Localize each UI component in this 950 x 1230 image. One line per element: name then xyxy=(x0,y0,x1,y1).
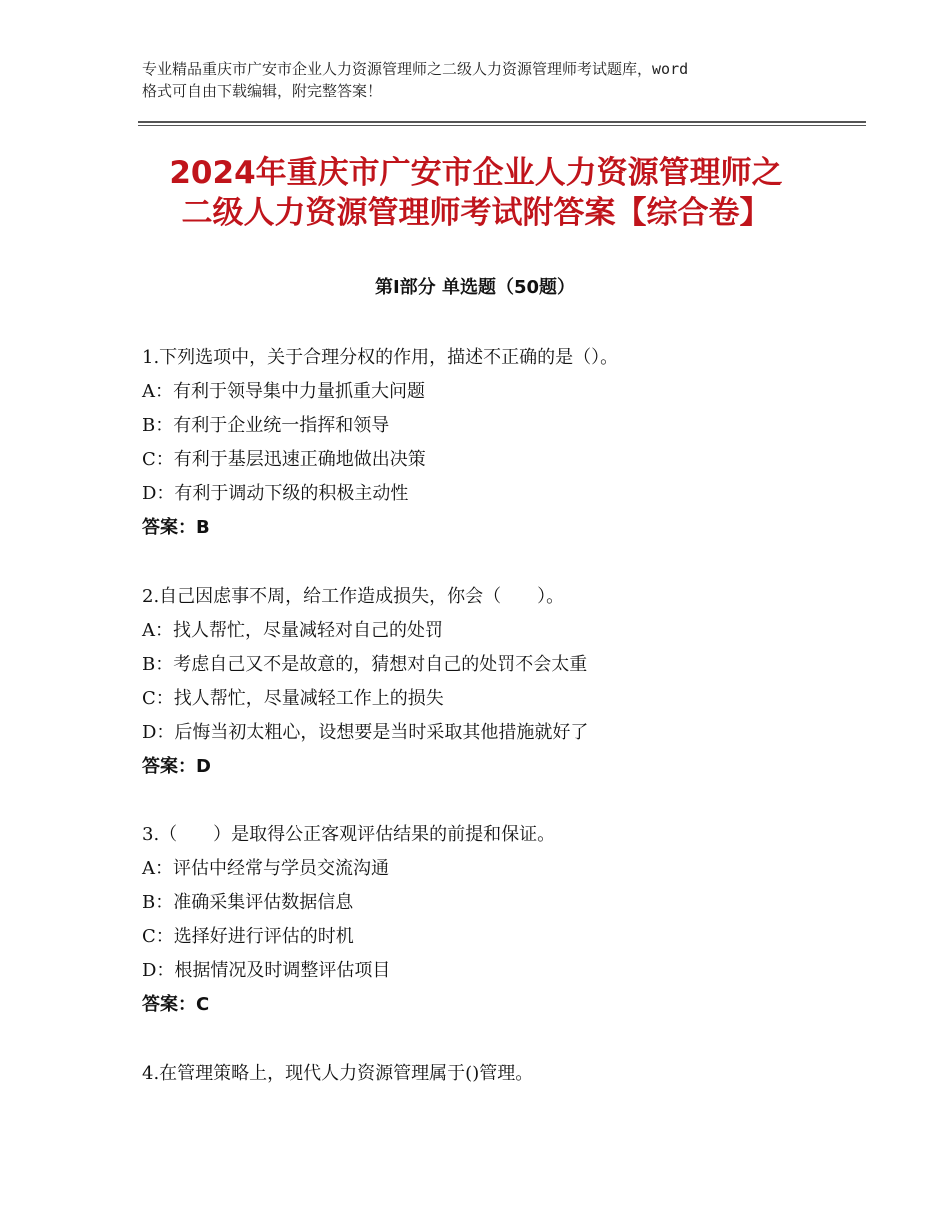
option-b: B：有利于企业统一指挥和领导 xyxy=(142,415,390,436)
option-c: C：有利于基层迅速正确地做出决策 xyxy=(142,449,426,470)
header-note-line: 专业精品重庆市广安市企业人力资源管理师之二级人力资源管理师考试题库，word xyxy=(142,60,689,78)
question-1 xyxy=(142,341,862,545)
question-stem: 2.自己因虑事不周，给工作造成损失，你会（ ）。 xyxy=(142,586,565,607)
answer-key: 答案：B xyxy=(142,517,210,538)
section-heading: 第Ⅰ部分 单选题（50题） xyxy=(374,277,575,298)
option-c: C：找人帮忙，尽量减轻工作上的损失 xyxy=(142,688,444,709)
question-stem: 4.在管理策略上，现代人力资源管理属于()管理。 xyxy=(142,1063,534,1084)
option-d: D：根据情况及时调整评估项目 xyxy=(142,960,391,981)
title-line: 2024年重庆市广安市企业人力资源管理师之 xyxy=(169,155,783,191)
option-b: B：准确采集评估数据信息 xyxy=(142,892,354,913)
option-a: A：找人帮忙，尽量减轻对自己的处罚 xyxy=(142,620,443,641)
answer-key: 答案：C xyxy=(142,994,210,1015)
document-header-note xyxy=(142,58,832,102)
title-line: 二级人力资源管理师考试附答案【综合卷】 xyxy=(181,195,771,231)
option-d: D：后悔当初太粗心，设想要是当时采取其他措施就好了 xyxy=(142,722,589,743)
option-d: D：有利于调动下级的积极主动性 xyxy=(142,483,409,504)
option-a: A：有利于领导集中力量抓重大问题 xyxy=(142,381,425,402)
question-3 xyxy=(142,818,862,1022)
question-2 xyxy=(142,580,862,784)
option-c: C：选择好进行评估的时机 xyxy=(142,926,354,947)
question-stem: 1.下列选项中，关于合理分权的作用，描述不正确的是（）。 xyxy=(142,347,619,368)
header-divider xyxy=(138,121,866,123)
document-title xyxy=(120,153,832,233)
question-stem: 3.（ ）是取得公正客观评估结果的前提和保证。 xyxy=(142,824,556,845)
header-divider-thin xyxy=(138,125,866,126)
option-a: A：评估中经常与学员交流沟通 xyxy=(142,858,389,879)
question-4 xyxy=(142,1057,862,1091)
header-note-line: 格式可自由下载编辑，附完整答案！ xyxy=(142,82,383,100)
answer-key: 答案：D xyxy=(142,756,211,777)
option-b: B：考虑自己又不是故意的，猜想对自己的处罚不会太重 xyxy=(142,654,588,675)
